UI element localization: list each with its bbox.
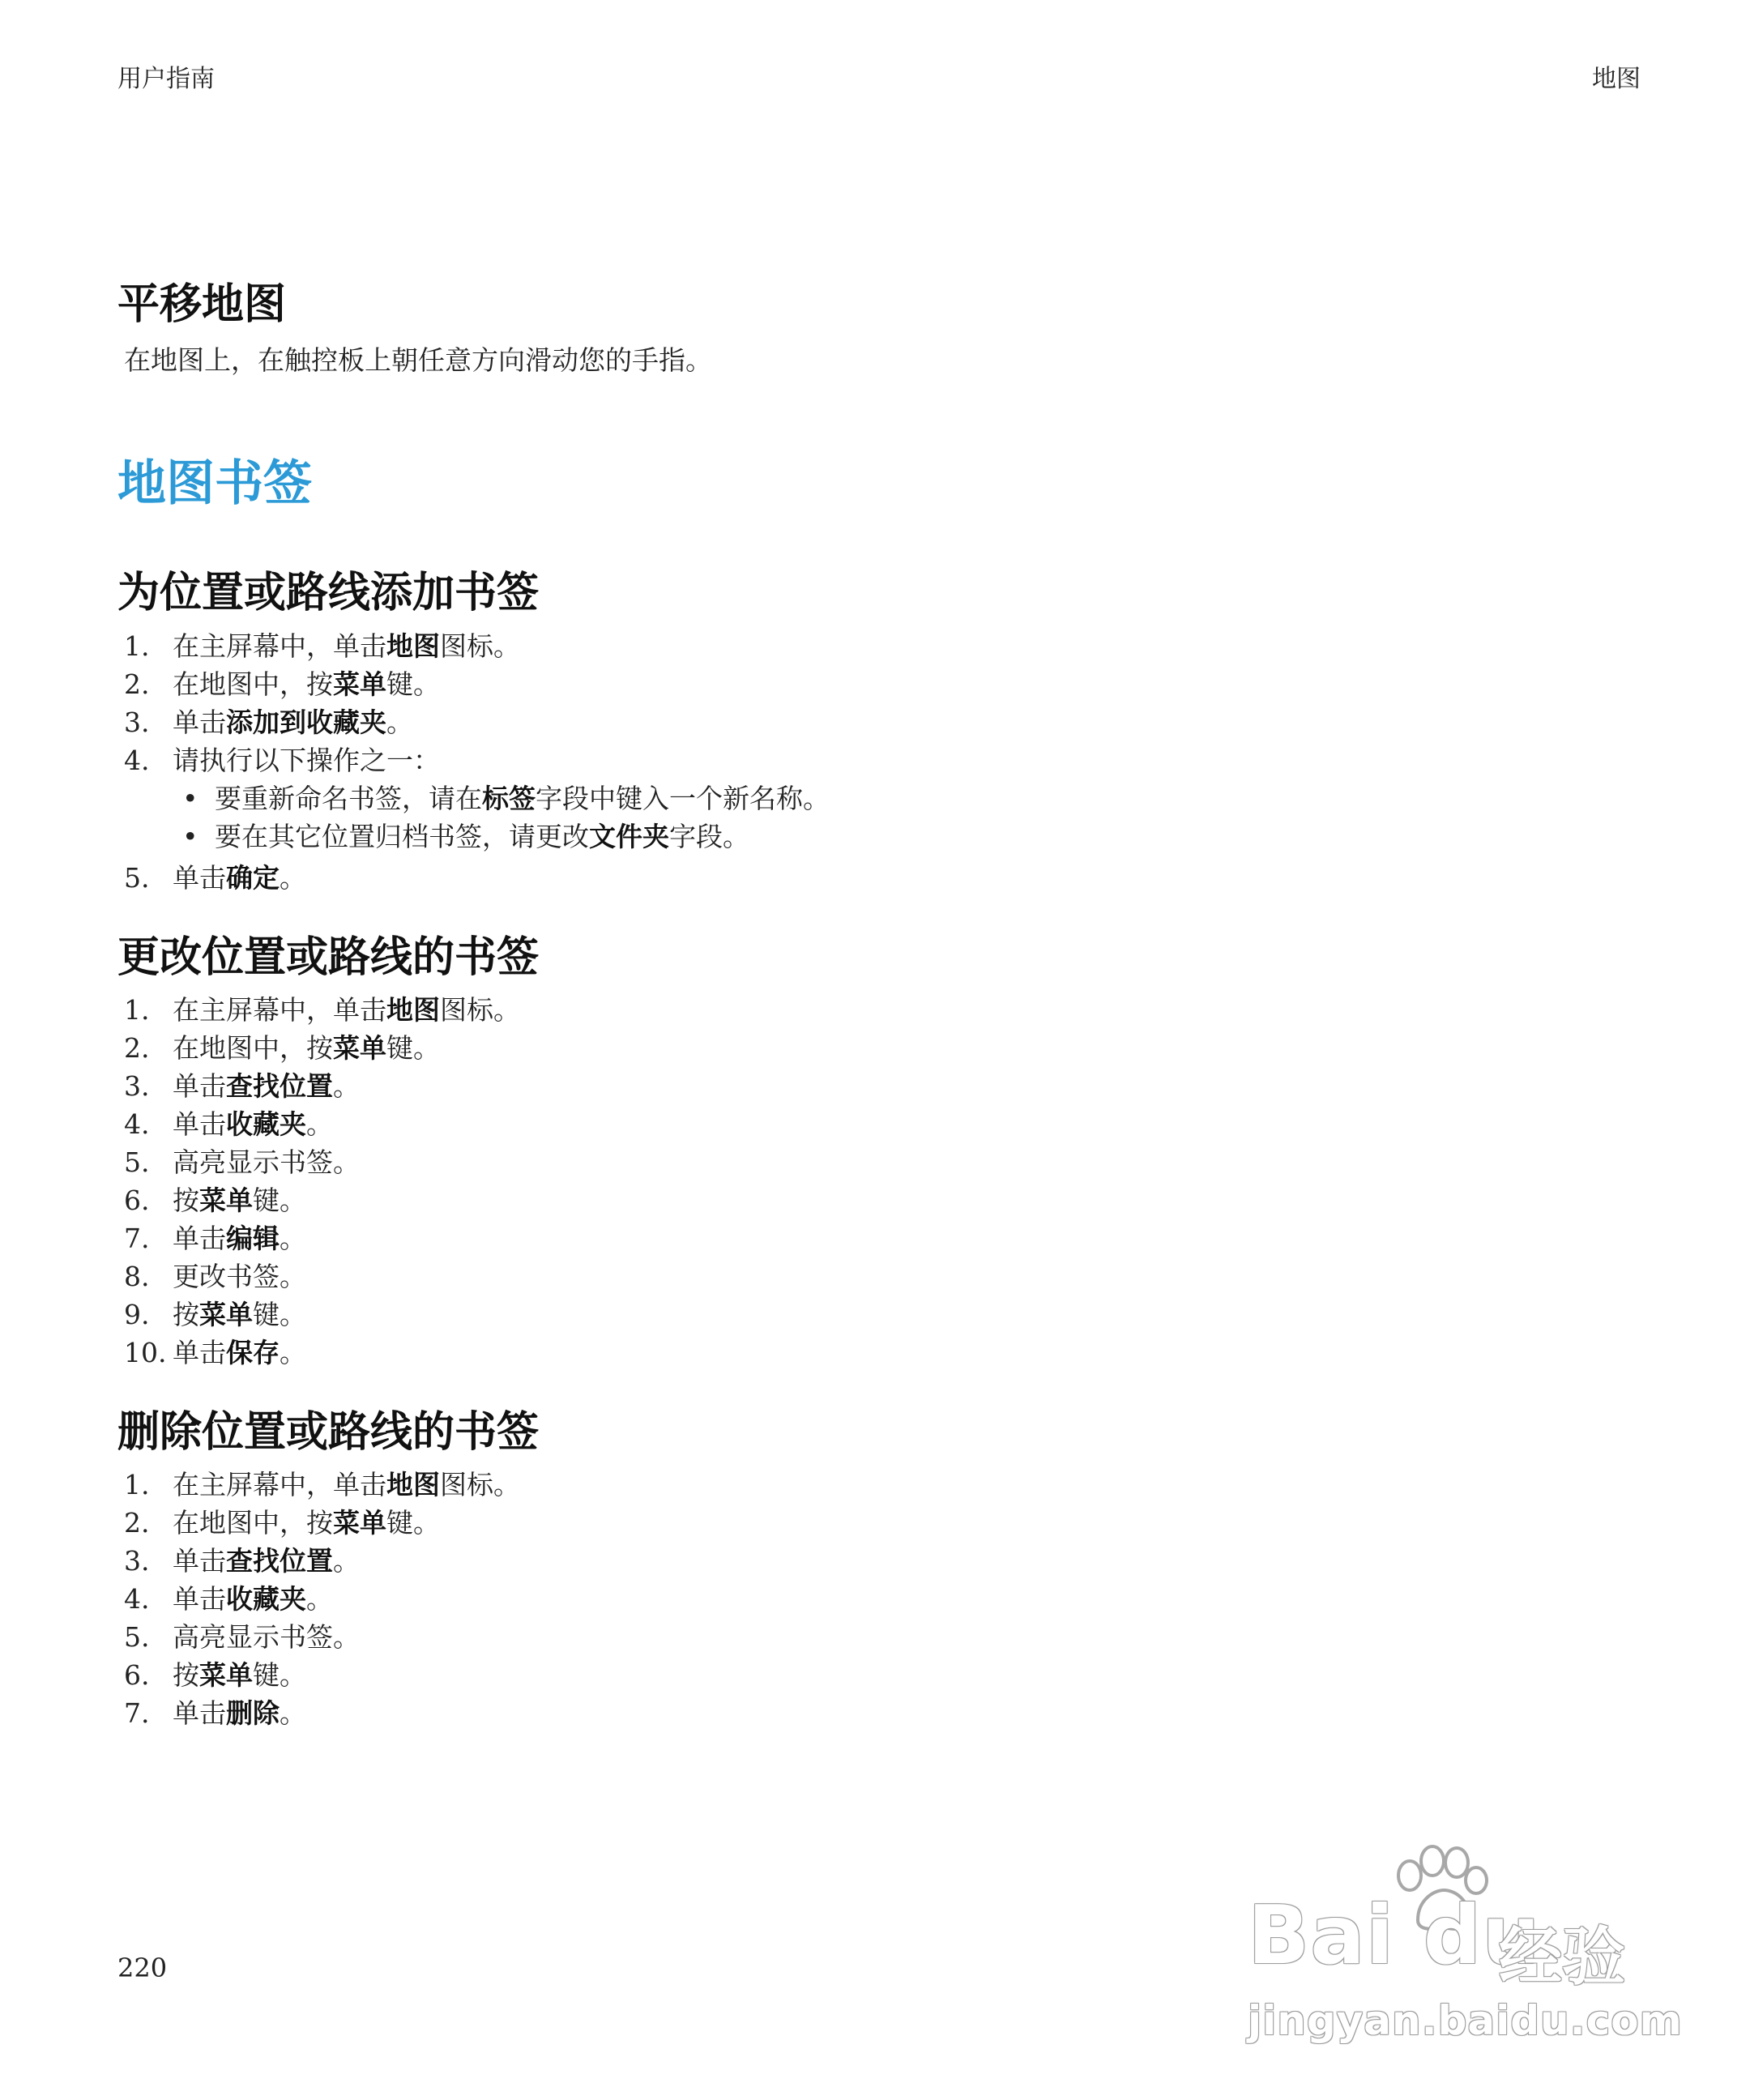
step-text: 高亮显示书签。 [173,1146,360,1179]
step-item [117,741,1657,856]
step-item [117,991,1657,1029]
step-text: 单击 [173,1545,226,1577]
watermark-url: jingyan.baidu.com [1248,1997,1683,2044]
step-number: 1. [124,1469,150,1501]
step-number: 3. [124,706,150,738]
step-text: 更改书签。 [173,1261,306,1293]
step-text: 高亮显示书签。 [173,1621,360,1654]
steps-list-change [117,991,1657,1372]
step-text: 要在其它位置归档书签，请更改 [215,820,589,852]
step-item [117,1219,1657,1257]
step-text: 按 [173,1299,199,1331]
ui-term: 添加到收藏夹 [226,706,386,738]
step-number: 10. [124,1337,167,1369]
step-number: 5. [124,1621,150,1654]
step-text: 字段中键入一个新名称。 [536,782,830,814]
ui-term: 地图 [386,1469,440,1501]
ui-term: 菜单 [199,1299,253,1331]
step-number: 3. [124,1545,150,1577]
step-text: 单击 [173,1223,226,1255]
step-number: 6. [124,1184,150,1217]
step-text: 。 [306,1583,333,1616]
ui-term: 标签 [482,782,536,814]
running-head-right: 地图 [1592,65,1641,93]
page-number: 220 [117,1953,168,1983]
step-item [117,627,1657,665]
step-number: 5. [124,861,150,894]
step-text: 在地图中，按 [173,1507,333,1539]
step-text: 。 [280,1223,306,1255]
step-text: 键。 [386,668,440,700]
step-item [117,1466,1657,1504]
watermark-cn: 经验 [1499,1921,1626,1994]
ui-term: 收藏夹 [226,1583,306,1616]
ui-term: 文件夹 [589,820,669,852]
step-text: 。 [333,1545,360,1577]
ui-term: 确定 [226,861,280,894]
step-number: 7. [124,1697,150,1730]
step-item [117,1542,1657,1580]
step-text: 图标。 [440,1469,520,1501]
step-item [117,1656,1657,1694]
step-item [117,1618,1657,1656]
step-number: 9. [124,1299,150,1331]
step-text: 单击 [173,1337,226,1369]
step-text: 在主屏幕中，单击 [173,994,386,1027]
step-text: 在地图中，按 [173,1032,333,1065]
sub-option-item [173,779,1657,817]
ui-term: 菜单 [199,1659,253,1692]
step-text: 单击 [173,861,226,894]
step-item [117,1143,1657,1181]
steps-list-delete [117,1466,1657,1732]
step-number: 4. [124,744,150,776]
step-number: 4. [124,1583,150,1616]
step-text: 在主屏幕中，单击 [173,1469,386,1501]
ui-term: 编辑 [226,1223,280,1255]
ui-term: 菜单 [333,1032,386,1065]
step-text: 请执行以下操作之一： [173,744,440,776]
ui-term: 查找位置 [226,1545,333,1577]
step-text: 键。 [386,1507,440,1539]
step-text: 键。 [253,1299,306,1331]
step-item [117,1580,1657,1618]
step-text: 。 [280,1337,306,1369]
step-number: 2. [124,1507,150,1539]
sub-option-list [173,779,1657,856]
step-text: 在地图中，按 [173,668,333,700]
step-text: 图标。 [440,994,520,1027]
step-item [117,1694,1657,1732]
step-text: 。 [306,1108,333,1141]
step-item [117,859,1657,897]
ui-term: 菜单 [199,1184,253,1217]
subsection-title-delete: 删除位置或路线的书签 [117,1408,540,1458]
step-text: 。 [386,706,413,738]
step-text: 单击 [173,706,226,738]
step-item [117,703,1657,741]
step-text: 。 [280,1697,306,1730]
step-item [117,1504,1657,1542]
step-number: 5. [124,1146,150,1179]
step-item [117,665,1657,703]
running-head-left: 用户指南 [117,65,215,93]
ui-term: 删除 [226,1697,280,1730]
ui-term: 地图 [386,994,440,1027]
section-title-bookmarks: 地图书签 [117,455,312,513]
step-text: 图标。 [440,630,520,662]
steps-list-add [117,627,1657,897]
step-item [117,1105,1657,1143]
pan-instruction: 在地图上，在触控板上朝任意方向滑动您的手指。 [124,344,712,377]
step-item [117,1029,1657,1067]
step-text: 。 [280,861,306,894]
step-text: 单击 [173,1070,226,1103]
subsection-title-change: 更改位置或路线的书签 [117,933,540,982]
step-item [117,1257,1657,1295]
step-text: 单击 [173,1697,226,1730]
ui-term: 保存 [226,1337,280,1369]
step-number: 8. [124,1261,150,1293]
step-text: 单击 [173,1108,226,1141]
bullet-icon: • [182,782,198,814]
step-text: 在主屏幕中，单击 [173,630,386,662]
step-item [117,1334,1657,1372]
ui-term: 菜单 [333,1507,386,1539]
step-number: 1. [124,630,150,662]
step-number: 7. [124,1223,150,1255]
step-number: 6. [124,1659,150,1692]
step-number: 1. [124,994,150,1027]
step-text: 按 [173,1659,199,1692]
step-text: 。 [333,1070,360,1103]
step-text: 键。 [253,1659,306,1692]
bullet-icon: • [182,820,198,852]
ui-term: 查找位置 [226,1070,333,1103]
ui-term: 地图 [386,630,440,662]
step-text: 键。 [386,1032,440,1065]
subsection-title-add: 为位置或路线添加书签 [117,569,540,618]
baidu-jingyan-watermark [1248,1843,1683,2046]
step-number: 3. [124,1070,150,1103]
step-number: 2. [124,668,150,700]
ui-term: 收藏夹 [226,1108,306,1141]
step-text: 按 [173,1184,199,1217]
watermark-brand: Bai du [1248,1888,1541,1983]
ui-term: 菜单 [333,668,386,700]
step-text: 键。 [253,1184,306,1217]
section-title-pan: 平移地图 [117,280,287,329]
step-item [117,1295,1657,1334]
step-text: 要重新命名书签，请在 [215,782,482,814]
step-number: 4. [124,1108,150,1141]
step-item [117,1181,1657,1219]
content [117,280,1657,1732]
step-item [117,1067,1657,1105]
sub-option-item [173,817,1657,856]
step-text: 单击 [173,1583,226,1616]
step-number: 2. [124,1032,150,1065]
step-text: 字段。 [669,820,749,852]
